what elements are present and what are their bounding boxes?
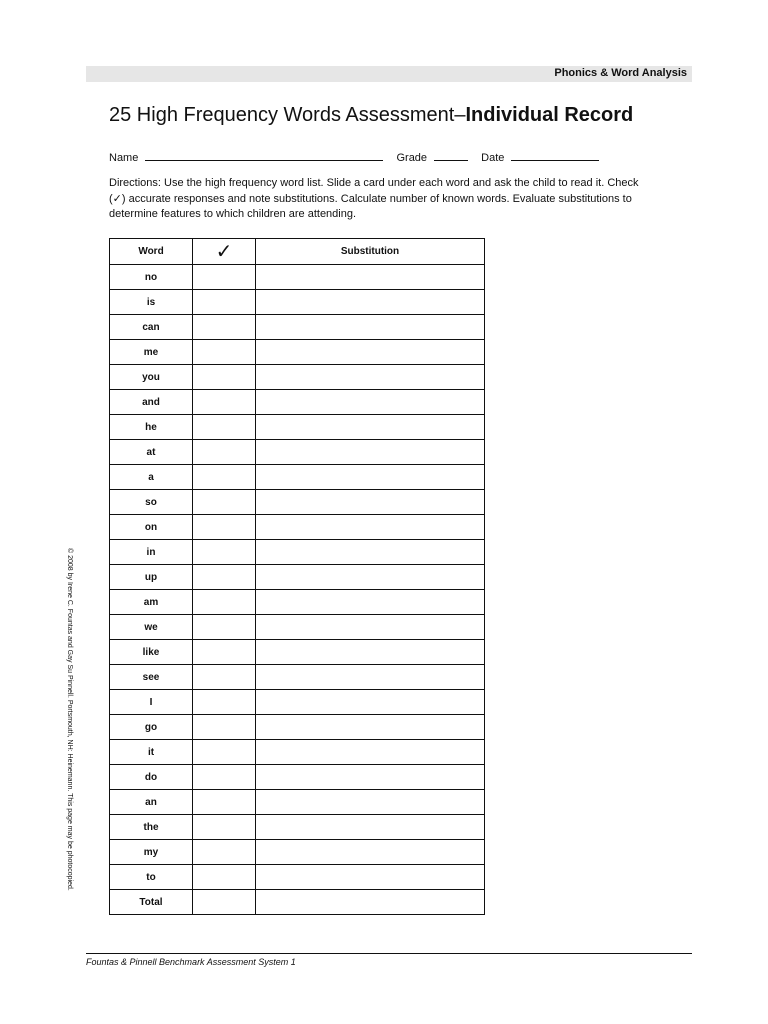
substitution-cell[interactable] — [256, 640, 485, 665]
substitution-cell[interactable] — [256, 665, 485, 690]
check-cell[interactable] — [193, 640, 256, 665]
table-row — [110, 340, 485, 365]
section-header-band — [86, 66, 692, 82]
check-cell[interactable] — [193, 515, 256, 540]
word-cell: up — [110, 565, 193, 590]
table-row — [110, 590, 485, 615]
grade-label: Grade — [396, 152, 428, 164]
check-cell[interactable] — [193, 765, 256, 790]
substitution-cell[interactable] — [256, 865, 485, 890]
student-info-fields — [109, 150, 609, 164]
table-row — [110, 415, 485, 440]
substitution-cell[interactable] — [256, 365, 485, 390]
check-cell[interactable] — [193, 465, 256, 490]
substitution-cell[interactable] — [256, 840, 485, 865]
table-header-row — [110, 239, 485, 265]
substitution-cell[interactable] — [256, 515, 485, 540]
table-row — [110, 690, 485, 715]
word-cell: am — [110, 590, 193, 615]
word-cell: like — [110, 640, 193, 665]
table-row — [110, 565, 485, 590]
word-cell: so — [110, 490, 193, 515]
check-cell[interactable] — [193, 490, 256, 515]
word-cell: do — [110, 765, 193, 790]
word-cell: a — [110, 465, 193, 490]
word-cell: no — [110, 265, 193, 290]
check-cell[interactable] — [193, 690, 256, 715]
check-cell[interactable] — [193, 665, 256, 690]
substitution-cell[interactable] — [256, 615, 485, 640]
check-cell[interactable] — [193, 315, 256, 340]
word-cell: is — [110, 290, 193, 315]
table-row — [110, 315, 485, 340]
table-row — [110, 615, 485, 640]
word-cell: go — [110, 715, 193, 740]
table-row — [110, 640, 485, 665]
check-cell[interactable] — [193, 715, 256, 740]
title-bold: Individual Record — [465, 104, 634, 126]
check-cell[interactable] — [193, 540, 256, 565]
name-label: Name — [109, 152, 139, 164]
word-cell: and — [110, 390, 193, 415]
total-row — [110, 890, 485, 915]
check-cell[interactable] — [193, 615, 256, 640]
check-cell[interactable] — [193, 565, 256, 590]
check-cell[interactable] — [193, 265, 256, 290]
check-cell[interactable] — [193, 365, 256, 390]
check-cell[interactable] — [193, 390, 256, 415]
record-table — [109, 238, 485, 915]
footer-divider — [86, 953, 692, 954]
check-cell[interactable] — [193, 740, 256, 765]
word-cell: can — [110, 315, 193, 340]
table-row — [110, 490, 485, 515]
substitution-cell[interactable] — [256, 340, 485, 365]
table-row — [110, 465, 485, 490]
date-field[interactable] — [511, 150, 599, 161]
check-cell[interactable] — [193, 290, 256, 315]
word-cell: on — [110, 515, 193, 540]
word-cell: an — [110, 790, 193, 815]
table-row — [110, 390, 485, 415]
check-cell[interactable] — [193, 790, 256, 815]
substitution-cell[interactable] — [256, 265, 485, 290]
check-column-header: ✓ — [193, 239, 256, 265]
check-cell[interactable] — [193, 440, 256, 465]
section-label: Phonics & Word Analysis — [554, 67, 687, 79]
total-label: Total — [110, 890, 193, 915]
check-cell[interactable] — [193, 590, 256, 615]
date-label: Date — [481, 152, 505, 164]
word-cell: you — [110, 365, 193, 390]
check-cell[interactable] — [193, 340, 256, 365]
substitution-cell[interactable] — [256, 415, 485, 440]
word-cell: the — [110, 815, 193, 840]
table-row — [110, 540, 485, 565]
substitution-cell[interactable] — [256, 290, 485, 315]
word-cell: me — [110, 340, 193, 365]
table-row — [110, 840, 485, 865]
table-row — [110, 290, 485, 315]
substitution-cell[interactable] — [256, 790, 485, 815]
substitution-cell[interactable] — [256, 490, 485, 515]
substitution-cell[interactable] — [256, 740, 485, 765]
footer-text: Fountas & Pinnell Benchmark Assessment System 1 — [86, 957, 296, 967]
table-row — [110, 440, 485, 465]
substitution-cell[interactable] — [256, 565, 485, 590]
total-check-cell[interactable] — [193, 890, 256, 915]
word-cell: at — [110, 440, 193, 465]
word-cell: I — [110, 690, 193, 715]
table-row — [110, 265, 485, 290]
substitution-cell[interactable] — [256, 590, 485, 615]
check-cell[interactable] — [193, 865, 256, 890]
substitution-column-header: Substitution — [256, 239, 485, 265]
copyright-notice: © 2008 by Irene C. Fountas and Gay Su Pinnell. Portsmouth, NH: Heinemann. This page may be photocopied. — [66, 548, 73, 891]
word-cell: we — [110, 615, 193, 640]
table-row — [110, 765, 485, 790]
word-column-header: Word — [110, 239, 193, 265]
substitution-cell[interactable] — [256, 315, 485, 340]
word-cell: in — [110, 540, 193, 565]
page-title — [109, 104, 633, 127]
table-row — [110, 865, 485, 890]
word-cell: it — [110, 740, 193, 765]
substitution-cell[interactable] — [256, 440, 485, 465]
substitution-cell[interactable] — [256, 815, 485, 840]
table-row — [110, 365, 485, 390]
substitution-cell[interactable] — [256, 690, 485, 715]
name-field[interactable] — [145, 150, 383, 161]
table-row — [110, 515, 485, 540]
check-cell[interactable] — [193, 815, 256, 840]
word-cell: see — [110, 665, 193, 690]
check-cell[interactable] — [193, 415, 256, 440]
table-row — [110, 715, 485, 740]
title-main: 25 High Frequency Words Assessment– — [109, 104, 466, 126]
total-substitution-cell[interactable] — [256, 890, 485, 915]
table-row — [110, 740, 485, 765]
directions-text: Directions: Use the high frequency word list. Slide a card under each word and ask the child to read it. Check (✓) accurate responses and note substitutions. Calculate number of known words. Evaluate substitutions to determine features to which children are attending. — [109, 177, 639, 220]
word-cell: he — [110, 415, 193, 440]
word-cell: my — [110, 840, 193, 865]
grade-field[interactable] — [434, 150, 468, 161]
table-row — [110, 815, 485, 840]
table-row — [110, 665, 485, 690]
substitution-cell[interactable] — [256, 715, 485, 740]
table-row — [110, 790, 485, 815]
substitution-cell[interactable] — [256, 390, 485, 415]
substitution-cell[interactable] — [256, 765, 485, 790]
word-cell: to — [110, 865, 193, 890]
substitution-cell[interactable] — [256, 465, 485, 490]
check-cell[interactable] — [193, 840, 256, 865]
substitution-cell[interactable] — [256, 540, 485, 565]
